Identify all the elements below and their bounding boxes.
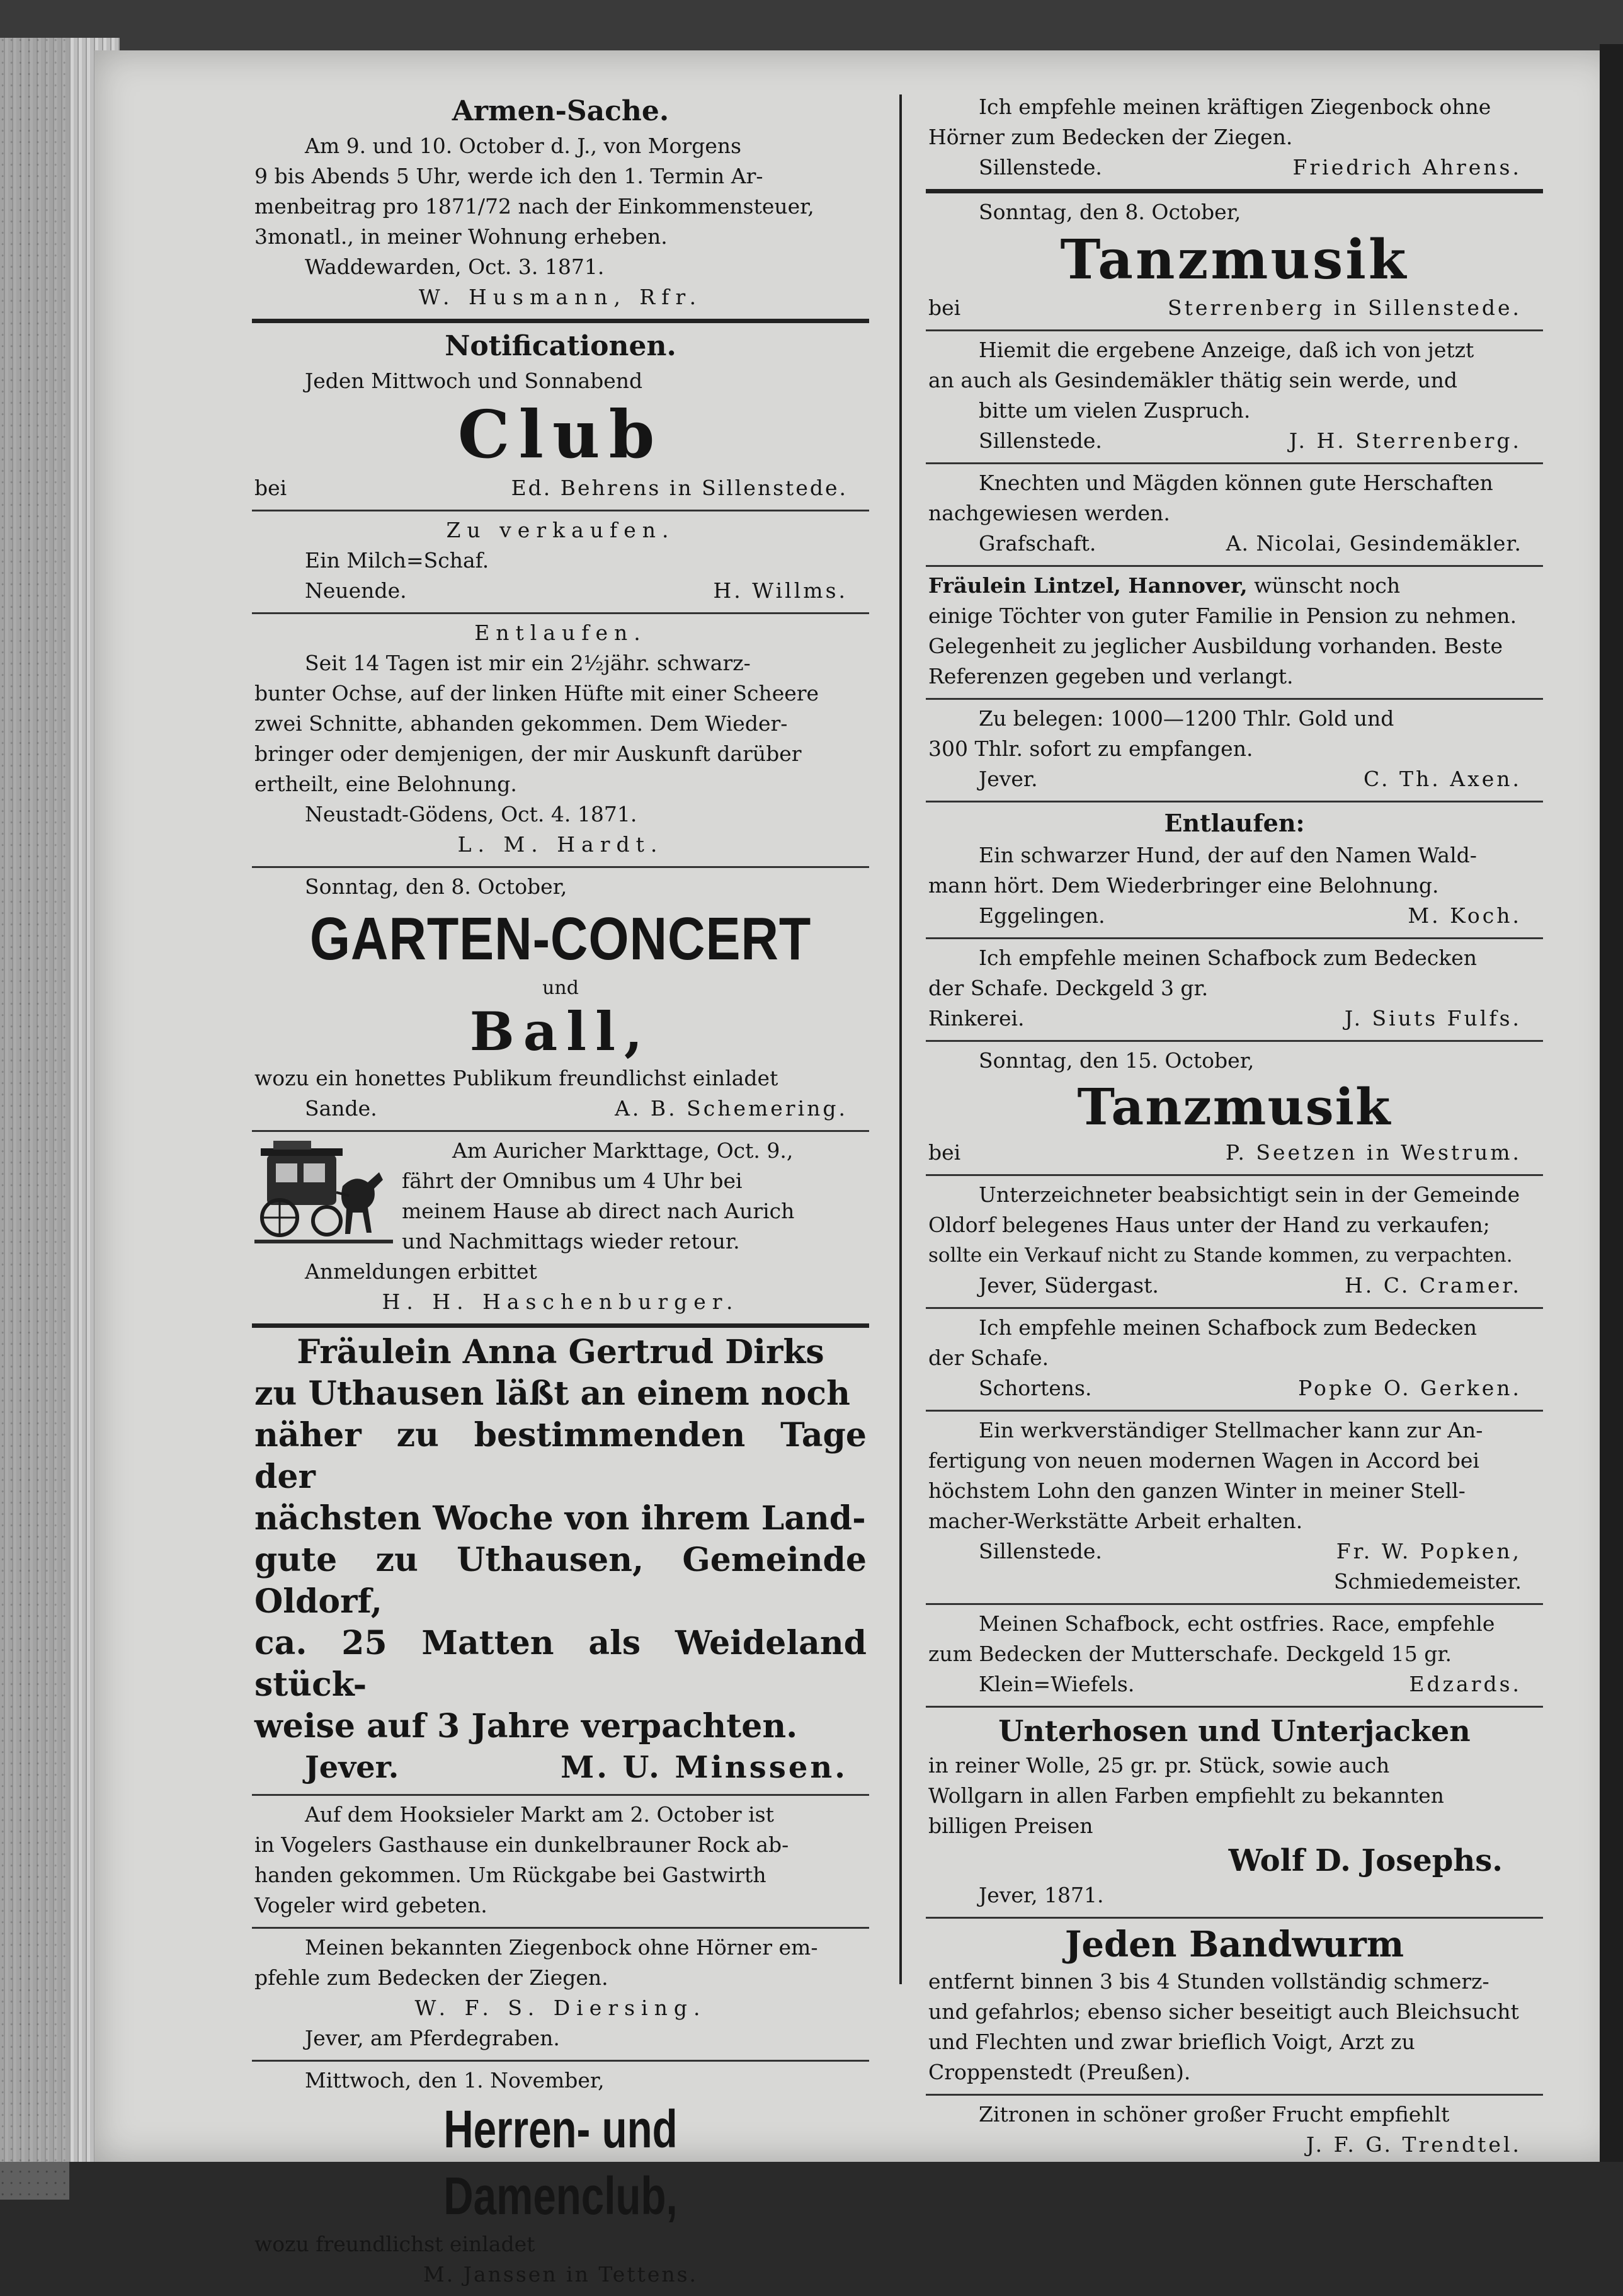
ad-omnibus (252, 1132, 869, 1328)
ad-line: Knechten und Mägden können gute Herschaften (979, 471, 1493, 495)
ad-line: und Flechten und zwar brieflich Voigt, Arzt zu (928, 2030, 1415, 2054)
ad-line: Wollgarn in allen Farben empfiehlt zu bekannten (928, 1783, 1444, 1808)
ad-signature-row (254, 576, 867, 606)
ad-name: J. H. Sterrenberg. (1289, 428, 1522, 453)
ad-signature-row (928, 426, 1540, 456)
ad-title: Armen-Sache. (452, 95, 669, 127)
ball-headline: Ball, (469, 1000, 652, 1063)
bei-label: bei (928, 1140, 961, 1165)
section-title: Notificationen. (445, 330, 676, 362)
tanzmusik-headline: Tanzmusik (1060, 228, 1409, 292)
ad-line: weise auf 3 Jahre verpachten. (254, 1707, 798, 1745)
ad-line: fährt der Omnibus um 4 Uhr bei (402, 1168, 743, 1193)
ad-line: einige Töchter von guter Familie in Pension zu nehmen. (928, 603, 1517, 628)
host-name: Sterrenberg in Sillenstede. (1168, 295, 1522, 320)
ad-line: an auch als Gesindemäkler thätig sein werde, und (928, 368, 1458, 392)
ad-title: Zu verkaufen. (446, 518, 675, 542)
ad-line-lead (928, 571, 1540, 601)
ad-line: 300 Thlr. sofort zu empfangen. (928, 736, 1253, 761)
left-column (252, 88, 869, 2287)
right-column (926, 88, 1543, 2157)
ad-line: Auf dem Hooksieler Markt am 2. October ist (305, 1802, 774, 1827)
speckled-edge (0, 38, 69, 2200)
tanzmusik-headline: Tanzmusik (1077, 1077, 1392, 1136)
ad-name: Popke O. Gerken. (1298, 1376, 1522, 1400)
ad-line: nächsten Woche von ihrem Land- (254, 1499, 866, 1538)
ad-line: menbeitrag pro 1871/72 nach der Einkommensteuer, (254, 194, 814, 219)
club-headline: Club (457, 396, 664, 473)
ad-place: Klein=Wiefels. (979, 1672, 1135, 1696)
bei-label: bei (928, 295, 961, 320)
ad-place: Jever, 1871. (979, 1883, 1104, 1907)
ad-signature-row (254, 1094, 867, 1124)
ad-name: C. Th. Axen. (1363, 767, 1522, 791)
ad-line: ertheilt, eine Belohnung. (254, 772, 517, 796)
ad-place: Sande. (305, 1096, 377, 1121)
ad-garten-concert (252, 868, 869, 1132)
ad-signature-row (928, 1536, 1540, 1567)
ad-bandwurm (926, 1919, 1543, 2096)
ad-line: zwei Schnitte, abhanden gekommen. Dem Wieder- (254, 711, 788, 736)
ad-name: M. U. Minssen. (561, 1750, 848, 1785)
ad-line: Ein Milch=Schaf. (305, 548, 489, 573)
ad-name: H. C. Cramer. (1345, 1273, 1522, 1298)
ad-entlaufen-ochse (252, 614, 869, 868)
ad-line: handen gekommen. Um Rückgabe bei Gastwirth (254, 1863, 766, 1887)
ad-line: Vogeler wird gebeten. (254, 1893, 487, 1917)
ad-schafbock-edzards (926, 1605, 1543, 1708)
ad-line: 3monatl., in meiner Wohnung erheben. (254, 224, 668, 249)
ad-line: der Schafe. Deckgeld 3 gr. (928, 976, 1209, 1000)
ad-line: Hiemit die ergebene Anzeige, daß ich von jetzt (979, 338, 1474, 362)
ad-name: A. Nicolai, Gesindemäkler. (1226, 531, 1522, 556)
ad-line: meinem Hause ab direct nach Aurich (402, 1199, 795, 1223)
host-name: P. Seetzen in Westrum. (1225, 1140, 1522, 1165)
ad-name: Fr. W. Popken, (1336, 1539, 1522, 1563)
ad-signature-row (928, 293, 1540, 323)
ad-line: wünscht noch (1254, 573, 1401, 598)
ad-signature-row (928, 528, 1540, 559)
ad-signature-row (928, 1669, 1540, 1699)
ad-line: näher zu bestimmenden Tage der (254, 1416, 867, 1496)
ad-line: Croppenstedt (Preußen). (928, 2060, 1191, 2084)
bei-label: bei (254, 476, 287, 500)
ad-line: Ich empfehle meinen Schafbock zum Bedecken (979, 945, 1477, 970)
ad-signature-row (928, 1003, 1540, 1034)
ad-line: Zu belegen: 1000—1200 Thlr. Gold und (979, 706, 1394, 731)
ad-line: wozu ein honettes Publikum freundlichst einladet (254, 1066, 778, 1090)
ad-line: Gelegenheit zu jeglicher Ausbildung vorhanden. Beste (928, 634, 1503, 658)
ad-place: Schortens. (979, 1376, 1092, 1400)
ad-unterhosen (926, 1708, 1543, 1919)
ad-line: wozu freundlichst einladet (254, 2232, 535, 2256)
ad-line: pfehle zum Bedecken der Ziegen. (254, 1965, 608, 1990)
garten-concert-headline: GARTEN-CONCERT (309, 905, 812, 973)
ad-signature: L. M. Hardt. (457, 832, 664, 857)
ad-line: zum Bedecken der Mutterschafe. Deckgeld 15 gr. (928, 1642, 1452, 1666)
ad-place: Jever, am Pferdegraben. (305, 2026, 560, 2050)
ad-signature-row (928, 152, 1540, 183)
column-divider (899, 94, 902, 1984)
ad-line: bunter Ochse, auf der linken Hüfte mit einer Scheere (254, 681, 819, 705)
ad-date: Sonntag, den 8. October, (305, 874, 567, 899)
ad-place: Jever. (979, 767, 1038, 791)
ad-line: Zitronen in schöner großer Frucht empfiehlt (979, 2102, 1450, 2127)
lintzel-bold-name: Fräulein Lintzel, Hannover, (928, 573, 1248, 598)
ad-line: in Vogelers Gasthause ein dunkelbrauner Rock ab- (254, 1832, 789, 1857)
ad-line: gute zu Uthausen, Gemeinde Oldorf, (254, 1541, 867, 1621)
ad-haus-verkauf (926, 1176, 1543, 1309)
ad-date: Mittwoch, den 1. November, (305, 2068, 605, 2093)
ad-title: Entlaufen. (474, 620, 647, 645)
ad-line: in reiner Wolle, 25 gr. pr. Stück, sowie auch (928, 1753, 1390, 1778)
ad-signature: H. H. Haschenburger. (382, 1289, 739, 1314)
ad-place: Sillenstede. (979, 155, 1102, 180)
ad-line: ca. 25 Matten als Weideland stück- (254, 1624, 867, 1704)
omnibus-block (254, 1136, 867, 1257)
ad-line: Jeden Mittwoch und Sonnabend (305, 368, 643, 393)
ad-line: macher-Werkstätte Arbeit erhalten. (928, 1509, 1303, 1533)
host-name: Ed. Behrens in Sillenstede. (511, 476, 848, 500)
omnibus-text (402, 1136, 867, 1257)
ad-name: Edzards. (1409, 1672, 1522, 1696)
ad-line: entfernt binnen 3 bis 4 Stunden vollständig schmerz- (928, 1969, 1489, 1994)
ad-role: Schmiedemeister. (1333, 1569, 1522, 1594)
ad-line: Ich empfehle meinen kräftigen Ziegenbock ohne (979, 94, 1491, 119)
ad-line: Hörner zum Bedecken der Ziegen. (928, 125, 1293, 149)
ad-name: J. Siuts Fulfs. (1344, 1006, 1522, 1031)
ad-line: Ich empfehle meinen Schafbock zum Bedecken (979, 1315, 1477, 1340)
ad-title: Jeden Bandwurm (1064, 1924, 1404, 1965)
ad-place: Eggelingen. (979, 903, 1105, 928)
ad-line: der Schafe. (928, 1345, 1049, 1370)
ad-line: und gefahrlos; ebenso sicher beseitigt auch Bleichsucht (928, 1999, 1519, 2024)
ad-line: Am 9. und 10. October d. J., von Morgens (305, 134, 742, 158)
ad-name: Wolf D. Josephs. (1228, 1843, 1503, 1878)
ad-line: sollte ein Verkauf nicht zu Stande kommen, zu verpachten. (928, 1244, 1513, 1267)
ad-armen-sache (252, 88, 869, 323)
ad-signature-row (254, 473, 867, 503)
ad-ziegenbock (252, 1929, 869, 2062)
ad-signature-row (254, 1747, 867, 1788)
ad-tanzmusik-sterrenberg (926, 193, 1543, 331)
ad-title: Entlaufen: (1164, 809, 1305, 837)
ad-stellmacher (926, 1412, 1543, 1605)
ad-line: Neustadt-Gödens, Oct. 4. 1871. (305, 802, 637, 826)
ad-line: zu Uthausen läßt an einem noch (254, 1374, 850, 1413)
ad-line: Waddewarden, Oct. 3. 1871. (305, 254, 605, 279)
ad-signature: M. Janssen in Tettens. (423, 2262, 698, 2287)
ad-place: Rinkerei. (928, 1006, 1025, 1031)
ad-signature-row (928, 901, 1540, 931)
ad-gesindemaekler (926, 331, 1543, 464)
ad-line: Unterzeichneter beabsichtigt sein in der Gemeinde (979, 1182, 1520, 1207)
ad-herren-damenclub (252, 2062, 869, 2296)
ad-line: 9 bis Abends 5 Uhr, werde ich den 1. Termin Ar- (254, 164, 763, 188)
ad-name: J. F. G. Trendtel. (1306, 2132, 1522, 2157)
ad-zu-belegen (926, 700, 1543, 802)
ad-date: Sonntag, den 15. October, (979, 1048, 1255, 1073)
ad-line: fertigung von neuen modernen Wagen in Accord bei (928, 1448, 1479, 1473)
ad-place: Sillenstede. (979, 1539, 1102, 1563)
ad-ziegenbock-ahrens (926, 88, 1543, 193)
ad-place: Jever, Südergast. (979, 1273, 1159, 1298)
ad-tanzmusik-seetzen (926, 1042, 1543, 1176)
ad-schafbock-gerken (926, 1309, 1543, 1412)
ad-line: mann hört. Dem Wiederbringer eine Belohnung. (928, 873, 1439, 898)
ad-zitronen (926, 2096, 1543, 2166)
ad-line: Ein schwarzer Hund, der auf den Namen Wald- (979, 843, 1477, 867)
ad-name: Friedrich Ahrens. (1292, 155, 1522, 180)
ad-line: bringer oder demjenigen, der mir Auskunft darüber (254, 741, 802, 766)
ad-zu-verkaufen (252, 511, 869, 614)
ad-place: Sillenstede. (979, 428, 1102, 453)
herren-headline: Herren- und Damenclub, (443, 2099, 678, 2225)
ad-line: bitte um vielen Zuspruch. (979, 398, 1251, 423)
ad-signature: W. Husmann, Rfr. (418, 285, 703, 309)
ad-line: Anmeldungen erbittet (305, 1259, 537, 1284)
ad-schafbock-fulfs (926, 939, 1543, 1042)
ad-line: Seit 14 Tagen ist mir ein 2½jähr. schwarz- (305, 651, 751, 675)
ad-signature-row (928, 764, 1540, 794)
ad-signature: W. F. S. Diersing. (414, 1996, 707, 2020)
ad-lintzel (926, 567, 1543, 700)
ad-title: Unterhosen und Unterjacken (998, 1714, 1471, 1748)
binding-shadow (1600, 44, 1623, 2162)
ad-name: M. Koch. (1408, 903, 1522, 928)
ad-line: Oldorf belegenes Haus unter der Hand zu verkaufen; (928, 1213, 1490, 1237)
ad-line: Meinen Schafbock, echt ostfries. Race, empfehle (979, 1611, 1495, 1636)
ad-name: H. Willms. (713, 578, 848, 603)
ad-line: höchstem Lohn den ganzen Winter in meiner Stell- (928, 1478, 1466, 1503)
ad-hooksiel (252, 1796, 869, 1929)
ad-line: Referenzen gegeben und verlangt. (928, 664, 1294, 688)
und-word: und (542, 977, 579, 999)
ad-line: billigen Preisen (928, 1813, 1093, 1838)
stagecoach-icon (254, 1136, 393, 1255)
ad-signature-row (928, 1373, 1540, 1403)
ad-date: Sonntag, den 8. October, (979, 200, 1241, 224)
ad-place: Neuende. (305, 578, 407, 603)
ad-line: und Nachmittags wieder retour. (402, 1229, 740, 1254)
ad-name: A. B. Schemering. (615, 1096, 848, 1121)
ad-signature-row (928, 1271, 1540, 1301)
ad-line: Meinen bekannten Ziegenbock ohne Hörner em- (305, 1935, 818, 1960)
ad-dirks (252, 1328, 869, 1796)
ad-notificationen (252, 323, 869, 511)
ad-knechte-maegde (926, 464, 1543, 567)
ad-line: Am Auricher Markttage, Oct. 9., (452, 1138, 794, 1163)
ad-place: Grafschaft. (979, 531, 1096, 556)
ad-line: Fräulein Anna Gertrud Dirks (297, 1333, 824, 1371)
ad-entlaufen-hund (926, 802, 1543, 939)
ad-line: Ein werkverständiger Stellmacher kann zur An- (979, 1418, 1483, 1442)
ad-signature-row (928, 1138, 1540, 1168)
ad-line: nachgewiesen werden. (928, 501, 1170, 525)
ad-place: Jever. (305, 1750, 399, 1785)
